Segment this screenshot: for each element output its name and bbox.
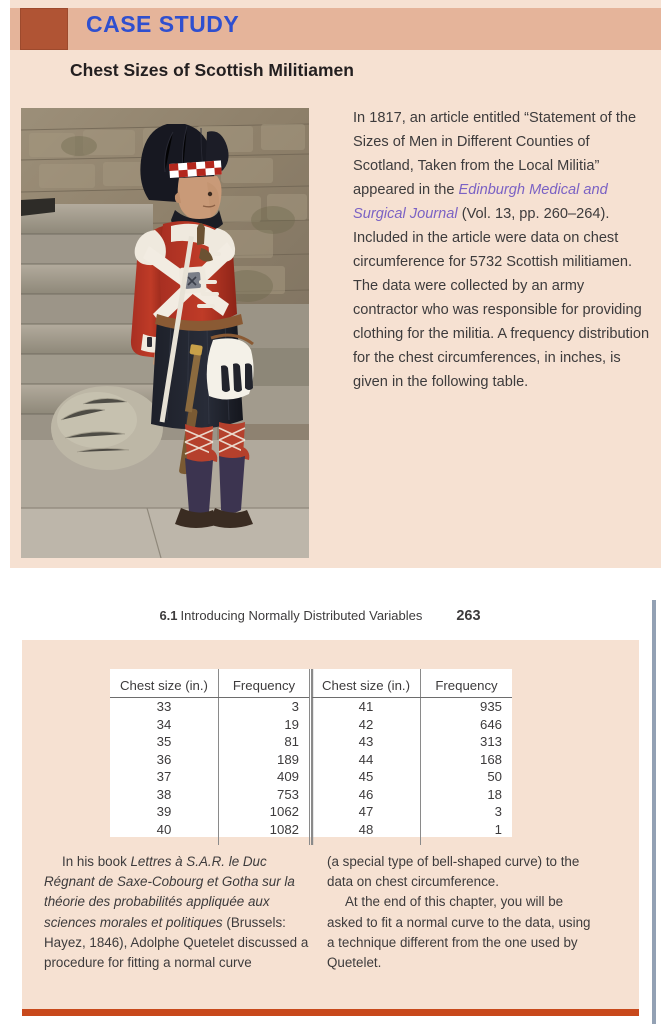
quetelet-intro: In his book bbox=[62, 854, 131, 869]
case-study-continuation-panel bbox=[22, 640, 639, 1016]
section-number: 6.1 bbox=[159, 608, 178, 623]
table-row bbox=[110, 698, 512, 716]
page-break-gap bbox=[0, 568, 661, 600]
table-row bbox=[110, 786, 512, 804]
cell-size-right: 47 bbox=[311, 803, 421, 821]
page-scrollbar[interactable] bbox=[652, 600, 656, 1024]
cell-size-right: 41 bbox=[311, 698, 421, 716]
scottish-militiaman-photo bbox=[21, 108, 309, 558]
header-chest-size-left: Chest size (in.) bbox=[110, 669, 218, 698]
cell-freq-right: 50 bbox=[420, 768, 512, 786]
page-number: 263 bbox=[456, 608, 481, 624]
case-body-part1: In 1817, an article entitled “Statement of the Sizes of Men in Different Counties of Scotland, Taken from the Local Militia” appeared in the bbox=[353, 110, 637, 198]
table-header-row bbox=[110, 669, 512, 698]
header-frequency-right: Frequency bbox=[420, 669, 512, 698]
continuation-left-column bbox=[44, 852, 312, 973]
header-chest-size-right: Chest size (in.) bbox=[311, 669, 421, 698]
cell-size-right: 44 bbox=[311, 751, 421, 769]
cell-size-right: 42 bbox=[311, 716, 421, 734]
cell-size-left: 40 bbox=[156, 821, 172, 837]
cell-size-right: 45 bbox=[311, 768, 421, 786]
frequency-table-card bbox=[110, 669, 512, 837]
cell-size-left: 38 bbox=[156, 786, 172, 802]
continuation-right-column bbox=[327, 852, 595, 973]
cell-freq-left: 409 bbox=[218, 768, 310, 786]
cell-size-left: 36 bbox=[156, 751, 172, 767]
table-row bbox=[110, 821, 512, 846]
cell-freq-left: 753 bbox=[218, 786, 310, 804]
cell-size-left: 35 bbox=[156, 734, 172, 749]
cell-freq-left: 1062 bbox=[218, 803, 310, 821]
table-row bbox=[110, 803, 512, 821]
table-row bbox=[110, 768, 512, 786]
cell-size-left: 33 bbox=[156, 699, 172, 714]
cell-freq-right: 935 bbox=[420, 698, 512, 716]
cell-freq-right: 18 bbox=[420, 786, 512, 804]
cell-freq-right: 313 bbox=[420, 733, 512, 751]
journal-name: Edinburgh Medical and Surgical Journal bbox=[353, 182, 608, 222]
table-row bbox=[110, 733, 512, 751]
cell-size-right: 46 bbox=[311, 786, 421, 804]
textbook-page bbox=[0, 600, 661, 1024]
case-study-color-swatch bbox=[20, 8, 68, 50]
cell-size-left: 37 bbox=[156, 769, 172, 784]
cell-size-left: 39 bbox=[156, 804, 172, 819]
case-body-part2: (Vol. 13, pp. 260–264). Included in the article were data on chest circumference for 5732 Scottish militiamen. The data were collected by an army contractor who was responsible for providing clothing for the militia. A frequency distribution for the chest circumferences, in inches, is given in the following table. bbox=[353, 206, 650, 390]
continuation-paragraph-1: (a special type of bell-shaped curve) to the data on chest circumference. bbox=[327, 854, 580, 890]
cell-freq-left: 1082 bbox=[218, 821, 310, 846]
cell-freq-left: 3 bbox=[218, 698, 310, 716]
quetelet-rest: (Brussels: Hayez, 1846), Adolphe Quetelet discussed a procedure for fitting a normal curve bbox=[44, 914, 309, 971]
cell-size-left: 34 bbox=[156, 716, 172, 732]
table-row bbox=[110, 751, 512, 769]
table-row bbox=[110, 716, 512, 734]
running-head bbox=[0, 608, 640, 624]
table-body bbox=[110, 698, 512, 846]
header-frequency-left: Frequency bbox=[218, 669, 310, 698]
cell-freq-left: 19 bbox=[218, 716, 310, 734]
cell-size-right: 48 bbox=[311, 821, 421, 846]
case-study-continuation-text bbox=[22, 852, 639, 1002]
cell-freq-right: 168 bbox=[420, 751, 512, 769]
case-study-body-text bbox=[353, 106, 653, 394]
continuation-paragraph-2: At the end of this chapter, you will be asked to fit a normal curve to the data, using a technique different from the one used by Quetelet. bbox=[327, 894, 591, 971]
quetelet-book-title: Lettres à S.A.R. le Duc Régnant de Saxe-Cobourg et Gotha sur la théorie des probabilités appliquée aux sciences morales et politiques bbox=[44, 854, 295, 930]
case-study-banner-label: CASE STUDY bbox=[86, 11, 240, 37]
case-study-panel bbox=[10, 0, 661, 568]
cell-freq-right: 646 bbox=[420, 716, 512, 734]
case-study-title: Chest Sizes of Scottish Militiamen bbox=[70, 60, 354, 80]
section-title: Introducing Normally Distributed Variables bbox=[180, 608, 423, 623]
cell-freq-right: 3 bbox=[420, 803, 512, 821]
cell-freq-right: 1 bbox=[420, 821, 512, 846]
cell-freq-left: 189 bbox=[218, 751, 310, 769]
cell-size-right: 43 bbox=[311, 733, 421, 751]
frequency-distribution-table bbox=[110, 669, 512, 845]
cell-freq-left: 81 bbox=[218, 733, 310, 751]
